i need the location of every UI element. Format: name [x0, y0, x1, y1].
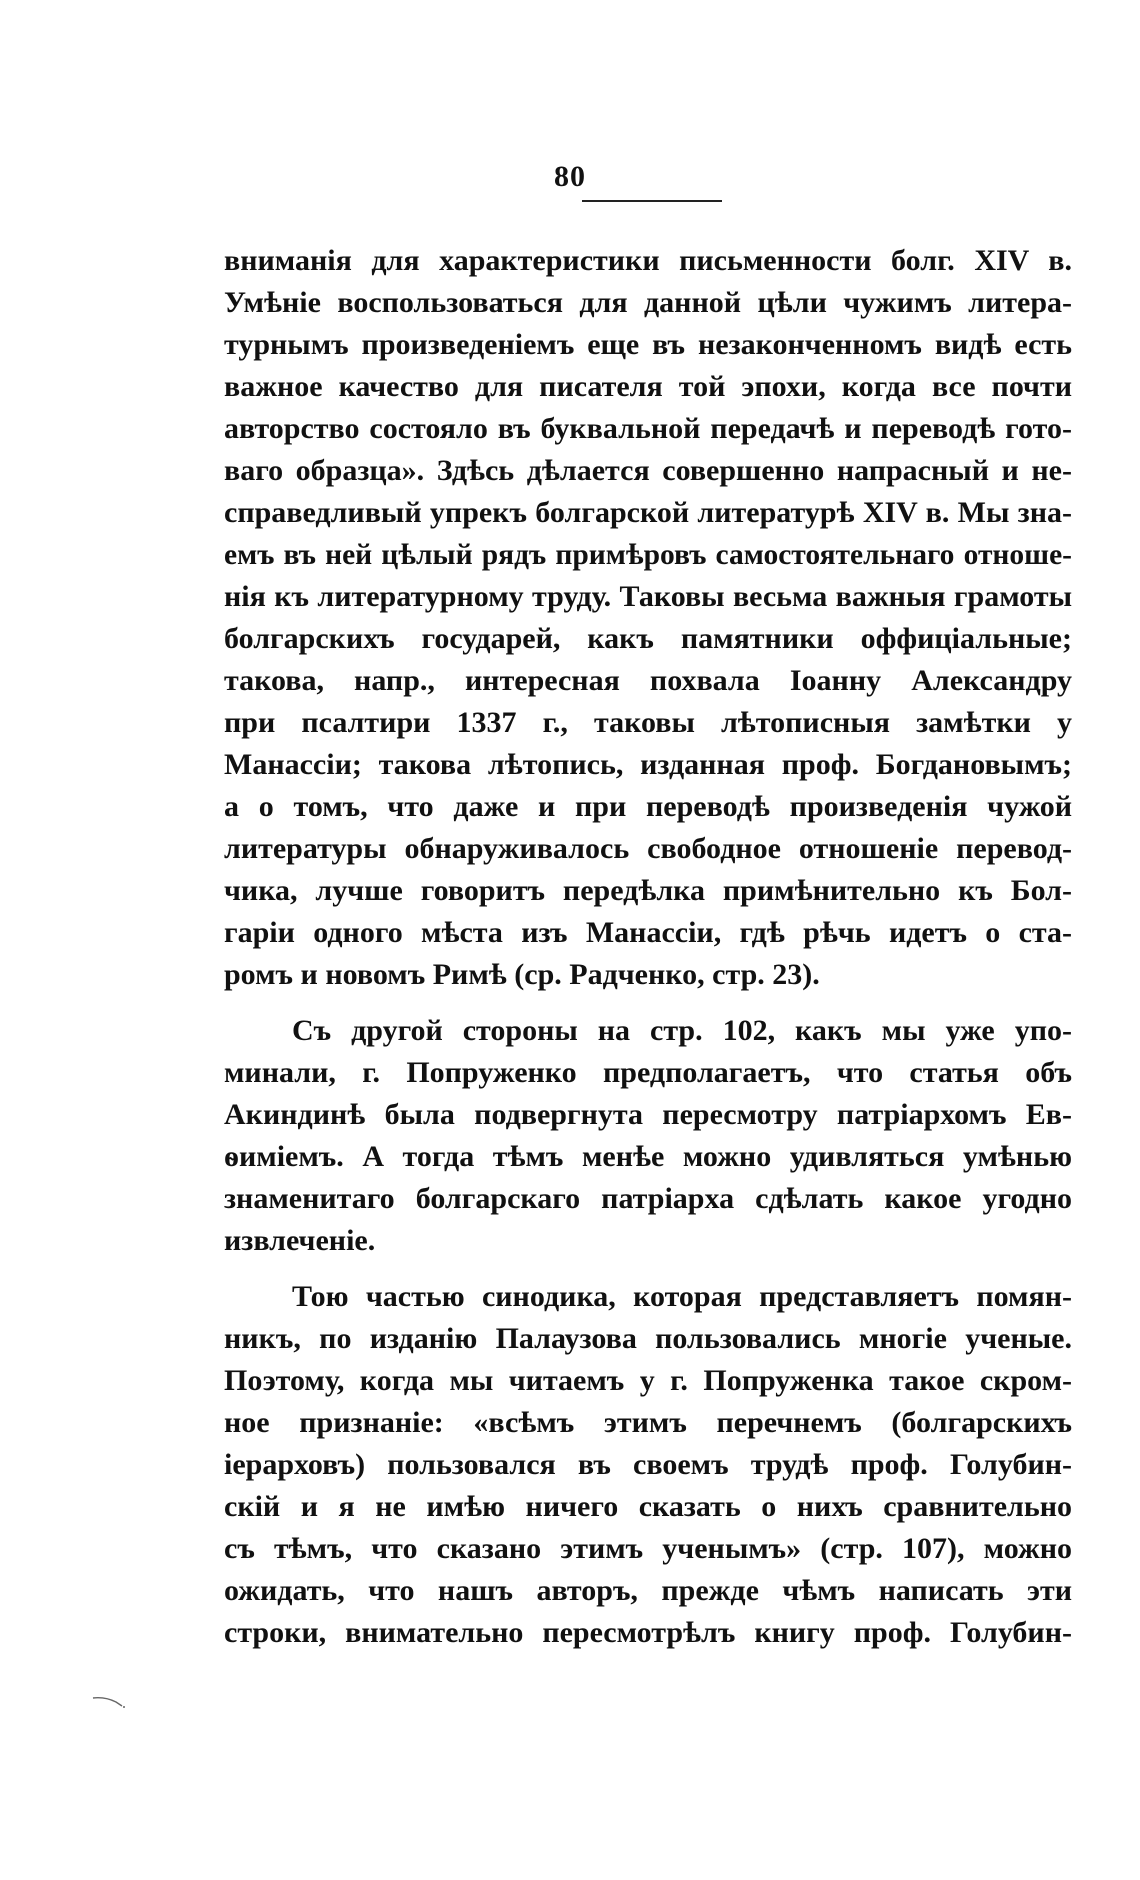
text-line: Поэтому, когда мы читаемъ у г. Попруженка такое скром-	[224, 1364, 1072, 1397]
text-line: важное качество для писателя той эпохи, когда все почти	[224, 370, 1072, 403]
text-line: съ тѣмъ, что сказано этимъ ученымъ» (стр. 107), можно	[224, 1532, 1072, 1565]
text-line: Съ другой стороны на стр. 102, какъ мы уже упо-	[292, 1014, 1072, 1047]
text-line: болгарскихъ государей, какъ памятники оффиціальные;	[224, 622, 1072, 655]
text-line: вниманія для характеристики письменности болг. XIV в.	[224, 244, 1072, 277]
paragraph-1	[224, 240, 1072, 996]
text-line: нія къ литературному труду. Таковы весьма важныя грамоты	[224, 580, 1072, 613]
text-line: справедливый упрекъ болгарской литературѣ XIV в. Мы зна-	[224, 496, 1072, 529]
text-line: ожидать, что нашъ авторъ, прежде чѣмъ написать эти	[224, 1574, 1072, 1607]
text-line: знаменитаго болгарскаго патріарха сдѣлать какое угодно	[224, 1182, 1072, 1215]
text-line: Тою частью синодика, которая представляетъ помян-	[292, 1280, 1072, 1313]
text-line: такова, напр., интересная похвала Іоанну Александру	[224, 664, 1072, 697]
text-line: строки, внимательно пересмотрѣлъ книгу проф. Голубин-	[224, 1616, 1072, 1649]
text-line: авторство состояло въ буквальной передачѣ и переводѣ гото-	[224, 412, 1072, 445]
text-line: литературы обнаруживалось свободное отношеніе перевод-	[224, 832, 1072, 865]
text-line: Манассіи; такова лѣтопись, изданная проф. Богдановымъ;	[224, 748, 1072, 781]
text-line: скій и я не имѣю ничего сказать о нихъ сравнительно	[224, 1490, 1072, 1523]
text-line: никъ, по изданію Палаузова пользовались многіе ученые.	[224, 1322, 1072, 1355]
text-line: а о томъ, что даже и при переводѣ произведенія чужой	[224, 790, 1072, 823]
text-line: турнымъ произведеніемъ еще въ незаконченномъ видѣ есть	[224, 328, 1072, 361]
text-line: минали, г. Попруженко предполагаетъ, что статья объ	[224, 1056, 1072, 1089]
paragraph-3	[224, 1276, 1072, 1654]
text-line: ваго образца». Здѣсь дѣлается совершенно напрасный и не-	[224, 454, 1072, 487]
text-line: Акиндинѣ была подвергнута пересмотру патріархомъ Ев-	[224, 1098, 1072, 1131]
text-line: Умѣніе воспользоваться для данной цѣли чужимъ литера-	[224, 286, 1072, 319]
page-number: 80	[554, 160, 586, 193]
paragraph-2	[224, 1010, 1072, 1262]
text-line: іерарховъ) пользовался въ своемъ трудѣ проф. Голубин-	[224, 1448, 1072, 1481]
header-rule	[582, 200, 722, 202]
body-text	[224, 240, 1072, 1654]
text-line: чика, лучше говоритъ передѣлка примѣнительно къ Бол-	[224, 874, 1072, 907]
text-line: емъ въ ней цѣлый рядъ примѣровъ самостоятельнаго отноше-	[224, 539, 1072, 571]
text-line: ромъ и новомъ Римѣ (ср. Радченко, стр. 23).	[224, 958, 820, 991]
text-line: ѳиміемъ. А тогда тѣмъ менѣе можно удивляться умѣнью	[224, 1140, 1072, 1173]
text-line: извлеченіе.	[224, 1224, 376, 1257]
margin-pencil-mark	[92, 1694, 126, 1708]
text-line: при псалтири 1337 г., таковы лѣтописныя замѣтки у	[224, 706, 1072, 739]
text-line: гаріи одного мѣста изъ Манассіи, гдѣ рѣчь идетъ о ста-	[224, 916, 1072, 949]
text-line: ное признаніе: «всѣмъ этимъ перечнемъ (болгарскихъ	[224, 1406, 1072, 1439]
